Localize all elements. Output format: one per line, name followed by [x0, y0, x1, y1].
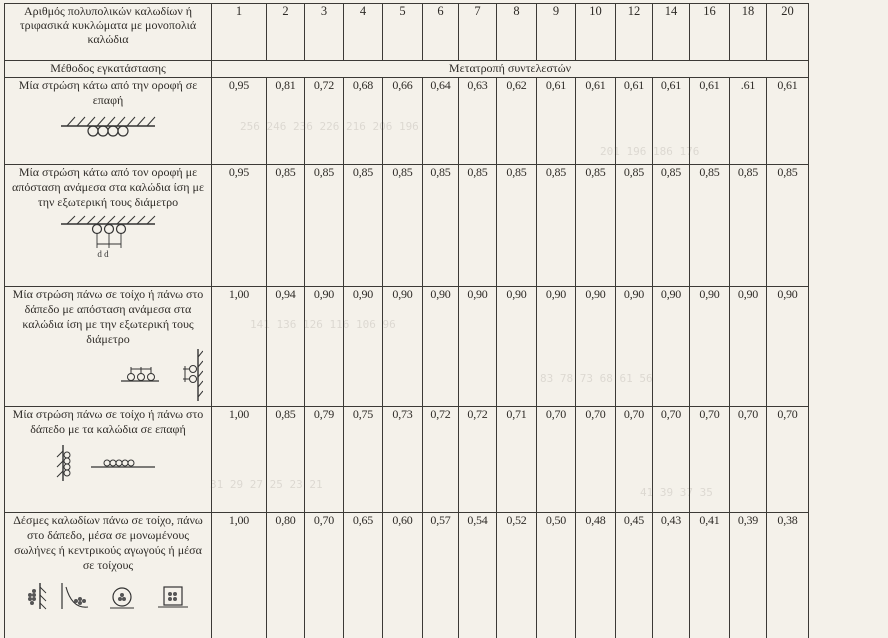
count-12: 12	[616, 4, 653, 61]
factor-value: 0,72	[305, 78, 344, 165]
factor-value: 0,57	[423, 513, 459, 638]
factor-value: 1,00	[212, 287, 267, 407]
factor-value: 1,00	[212, 513, 267, 638]
count-8: 8	[497, 4, 537, 61]
factor-value: 1,00	[212, 407, 267, 513]
factor-value: 0,38	[767, 513, 809, 638]
count-7: 7	[459, 4, 497, 61]
factor-value: 0,70	[730, 407, 767, 513]
factor-value: 0,66	[383, 78, 423, 165]
method-description: Μία στρώση κάτω από την οροφή σε επαφή	[18, 78, 198, 107]
factor-value: 0,90	[576, 287, 616, 407]
factor-value: 0,70	[537, 407, 576, 513]
factor-value: 0,85	[616, 165, 653, 287]
factor-value: 0,71	[497, 407, 537, 513]
count-16: 16	[690, 4, 730, 61]
factor-value: 0,94	[267, 287, 305, 407]
count-4: 4	[344, 4, 383, 61]
table-row	[5, 165, 809, 287]
method-description: Δέσμες καλωδίων πάνω σε τοίχο, πάνω στο δάπεδο, μέσα σε μονωμένους σωλήνες ή κεντρικούς αγωγούς ή μέσα σε τοίχους	[13, 513, 203, 572]
factor-value: 0,61	[690, 78, 730, 165]
method-description-cell	[5, 287, 212, 407]
count-18: 18	[730, 4, 767, 61]
conversion-factors-label: Μετατροπή συντελεστών	[212, 61, 809, 78]
count-14: 14	[653, 4, 690, 61]
factor-value: 0,85	[423, 165, 459, 287]
factor-value: 0,85	[267, 407, 305, 513]
bleed-through-mark: 31 29 27 25 23 21	[210, 478, 323, 491]
factor-value: 0,85	[767, 165, 809, 287]
bleed-through-mark: 201 196 186 176	[600, 145, 700, 158]
factor-value: 0,45	[616, 513, 653, 638]
count-10: 10	[576, 4, 616, 61]
factor-value: 0,90	[730, 287, 767, 407]
factor-value: 0,90	[497, 287, 537, 407]
factor-value: 0,63	[459, 78, 497, 165]
factor-value: 0,85	[344, 165, 383, 287]
factor-value: 0,68	[344, 78, 383, 165]
factor-value: 0,61	[767, 78, 809, 165]
factor-value: 0,72	[459, 407, 497, 513]
factor-value: 0,85	[383, 165, 423, 287]
factor-value: 0,90	[383, 287, 423, 407]
factor-value: 0,52	[497, 513, 537, 638]
method-description-cell	[5, 407, 212, 513]
count-20: 20	[767, 4, 809, 61]
factor-value: 0,41	[690, 513, 730, 638]
count-2: 2	[267, 4, 305, 61]
factor-value: 0,90	[305, 287, 344, 407]
installation-method-label: Μέθοδος εγκατάστασης	[5, 61, 212, 78]
factor-value: 0,85	[267, 165, 305, 287]
factor-value: 0,85	[653, 165, 690, 287]
factor-value: 0,70	[690, 407, 730, 513]
factor-value: 0,90	[616, 287, 653, 407]
count-1: 1	[212, 4, 267, 61]
bleed-through-mark: 83 78 73 68 61 56	[540, 372, 653, 385]
factor-value: 0,85	[537, 165, 576, 287]
factor-value: 0,75	[344, 407, 383, 513]
cables-under-ceiling-spaced-icon	[53, 214, 163, 260]
factor-value: 0,80	[267, 513, 305, 638]
factor-value: 0,62	[497, 78, 537, 165]
bleed-through-mark: 141 136 126 116 106 96	[250, 318, 396, 331]
cable-count-label: Αριθμός πολυπολικών καλωδίων ή τριφασικά κυκλώματα με μονοπολιά καλώδια	[5, 4, 212, 61]
factor-value: 0,72	[423, 407, 459, 513]
factor-value: 0,70	[305, 513, 344, 638]
factor-value: 0,79	[305, 407, 344, 513]
factor-value: 0,61	[537, 78, 576, 165]
factor-value: 0,61	[576, 78, 616, 165]
factor-value: .61	[730, 78, 767, 165]
factor-value: 0,85	[305, 165, 344, 287]
factor-value: 0,85	[690, 165, 730, 287]
factor-value: 0,95	[212, 78, 267, 165]
cables-under-ceiling-touching-icon	[53, 114, 163, 150]
factor-value: 0,90	[537, 287, 576, 407]
method-description: Μία στρώση πάνω σε τοίχο ή πάνω στο δάπεδο με τα καλώδια σε επαφή	[12, 407, 204, 436]
factor-value: 0,90	[653, 287, 690, 407]
spacing-label: d d	[97, 249, 109, 259]
factor-value: 0,65	[344, 513, 383, 638]
factor-value: 0,85	[730, 165, 767, 287]
factor-value: 0,70	[767, 407, 809, 513]
count-9: 9	[537, 4, 576, 61]
table-row	[5, 513, 809, 638]
factor-value: 0,61	[616, 78, 653, 165]
factor-value: 0,48	[576, 513, 616, 638]
factor-value: 0,50	[537, 513, 576, 638]
count-6: 6	[423, 4, 459, 61]
method-description: Μία στρώση κάτω από τον οροφή με απόσταση ανάμεσα στα καλώδια ίση με την εξωτερική τους διάμετρο	[11, 165, 205, 209]
factor-value: 0,70	[653, 407, 690, 513]
bleed-through-mark: 41 39 37 35	[640, 486, 713, 499]
table-row	[5, 287, 809, 407]
factor-value: 0,95	[212, 165, 267, 287]
factor-value: 0,85	[497, 165, 537, 287]
factor-value: 0,90	[690, 287, 730, 407]
factor-value: 0,60	[383, 513, 423, 638]
method-description-cell	[5, 165, 212, 287]
table-row	[5, 78, 809, 165]
factor-value: 0,90	[344, 287, 383, 407]
factor-value: 0,73	[383, 407, 423, 513]
factor-value: 0,85	[576, 165, 616, 287]
count-3: 3	[305, 4, 344, 61]
factor-value: 0,90	[459, 287, 497, 407]
method-description-cell	[5, 78, 212, 165]
factor-value: 0,81	[267, 78, 305, 165]
cables-on-wall-floor-touching-icon	[53, 441, 163, 483]
factor-value: 0,43	[653, 513, 690, 638]
factor-value: 0,54	[459, 513, 497, 638]
cables-on-wall-floor-spaced-icon	[13, 347, 203, 403]
factor-value: 0,39	[730, 513, 767, 638]
method-description-cell	[5, 513, 212, 638]
header-row-cable-count	[5, 4, 809, 61]
table-row	[5, 407, 809, 513]
factor-value: 0,90	[767, 287, 809, 407]
factor-value: 0,64	[423, 78, 459, 165]
bleed-through-mark: 256 246 236 226 216 206 196	[240, 120, 419, 133]
header-row-method	[5, 61, 809, 78]
factor-value: 0,85	[459, 165, 497, 287]
method-description: Μία στρώση πάνω σε τοίχο ή πάνω στο δάπεδο με απόσταση ανάμεσα στα καλώδια ίση με την εξωτερική τους διάμετρο	[12, 287, 204, 346]
count-5: 5	[383, 4, 423, 61]
derating-factor-table	[4, 3, 809, 638]
cable-bundles-conduit-icon	[18, 579, 198, 611]
factor-value: 0,70	[616, 407, 653, 513]
factor-value: 0,90	[423, 287, 459, 407]
factor-value: 0,70	[576, 407, 616, 513]
factor-value: 0,61	[653, 78, 690, 165]
